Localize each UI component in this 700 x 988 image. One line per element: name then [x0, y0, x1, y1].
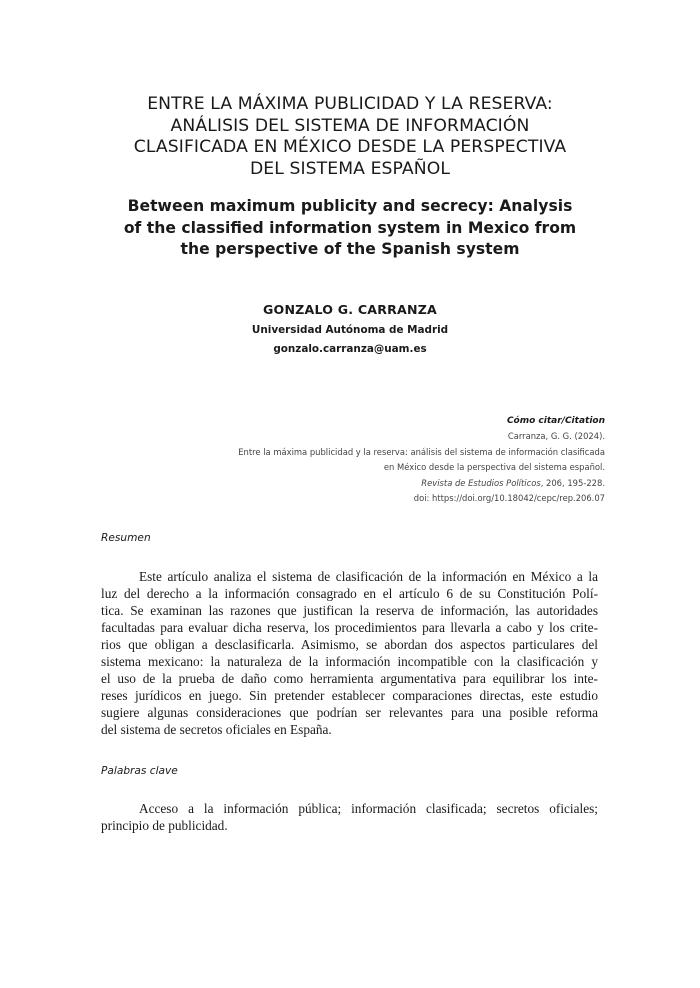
author-email[interactable]: gonzalo.carranza@uam.es [273, 343, 427, 355]
abstract-line: tica. Se examinan las razones que justifican la reserva de información, las autoridades [101, 603, 598, 618]
title-es-line: DEL SISTEMA ESPAÑOL [249, 158, 451, 179]
citation-journal-line [238, 476, 605, 491]
citation-heading: Cómo citar/Citation [506, 416, 605, 426]
title-en-line: of the classified information system in Mexico from [123, 218, 577, 237]
citation-block [238, 414, 605, 506]
citation-line: Carranza, G. G. (2024). [507, 431, 605, 442]
abstract-line: facultadas para evaluar dicha reserva, los procedimientos para llevarla a cabo y los crite- [101, 620, 598, 635]
citation-volume-pages: , 206, 195-228. [540, 477, 605, 488]
citation-line: en México desde la perspectiva del sistema español. [383, 462, 605, 473]
abstract-line: rios que obligan a desclasificarla. Asimismo, se abordan dos aspectos particulares del [101, 637, 598, 652]
title-en-line: the perspective of the Spanish system [180, 240, 520, 258]
title-english [100, 196, 600, 261]
abstract-line: del sistema de secretos oficiales en España. [101, 722, 332, 737]
abstract-line: reses jurídicos en juego. Sin pretender establecer comparaciones directas, este estudio [101, 688, 598, 703]
citation-journal: Revista de Estudios Políticos [421, 477, 541, 488]
keywords-line: principio de publicidad. [101, 818, 228, 833]
abstract-heading: Resumen [101, 532, 151, 544]
title-es-line: CLASIFICADA EN MÉXICO DESDE LA PERSPECTIVA [133, 137, 567, 157]
title-es-line: ENTRE LA MÁXIMA PUBLICIDAD Y LA RESERVA: [147, 94, 553, 114]
keywords-line: Acceso a la información pública; información clasificada; secretos oficiales; [139, 801, 598, 816]
author-affiliation: Universidad Autónoma de Madrid [251, 324, 449, 336]
title-es-line: ANÁLISIS DEL SISTEMA DE INFORMACIÓN [170, 115, 530, 136]
title-spanish [100, 94, 600, 180]
abstract-line: sistema mexicano: la naturaleza de la información incompatible con la clasificación y [101, 654, 598, 669]
author-name: GONZALO G. CARRANZA [263, 302, 437, 317]
abstract-line: luz del derecho a la información consagrado en el artículo 6 de su Constitución Polí- [101, 586, 598, 601]
abstract-line: el uso de la prueba de daño como herramienta argumentativa para equilibrar los inte- [101, 671, 598, 686]
citation-line: Entre la máxima publicidad y la reserva: análisis del sistema de información clasificada [238, 446, 605, 457]
abstract-line: sugiere algunas consideraciones que podrían ser relevantes para una posible reforma [101, 705, 598, 720]
title-en-line: Between maximum publicity and secrecy: Analysis [127, 197, 573, 215]
abstract-line: Este artículo analiza el sistema de clasificación de la información en México a la [139, 569, 598, 584]
citation-doi[interactable]: doi: https://doi.org/10.18042/cepc/rep.206.07 [413, 493, 605, 504]
keywords-body [101, 800, 598, 834]
keywords-heading: Palabras clave [101, 765, 178, 777]
abstract-body [101, 568, 598, 738]
